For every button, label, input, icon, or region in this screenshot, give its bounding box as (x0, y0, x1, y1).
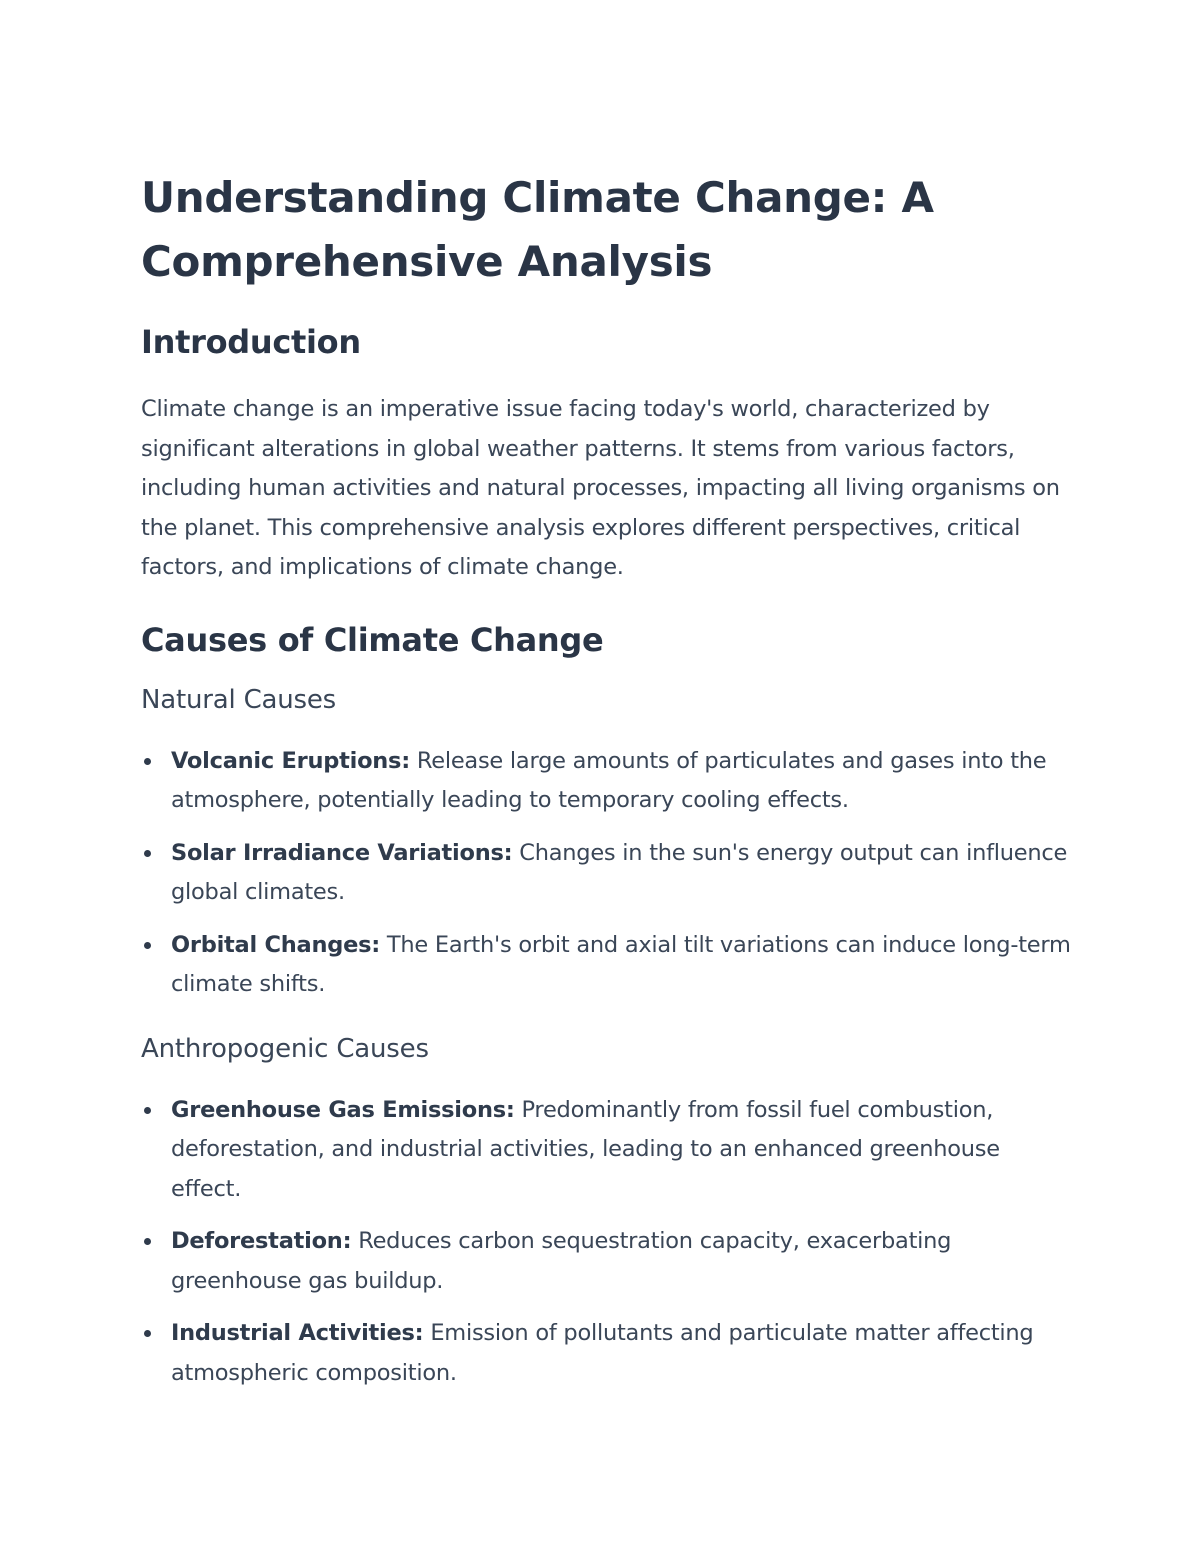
bullet-icon (144, 1330, 151, 1337)
introduction-heading: Introduction (141, 323, 361, 361)
list-item-text: Predominantly from fossil fuel combustion, deforestation, and industrial activities, leading to an enhanced greenhouse effect. (171, 1096, 1000, 1202)
document-title: Understanding Climate Change: A Comprehensive Analysis (141, 173, 934, 286)
bullet-icon (144, 758, 151, 765)
list-item (141, 742, 1071, 821)
list-item (141, 1222, 1071, 1301)
list-item-term: Solar Irradiance Variations: (171, 839, 513, 866)
list-item-text: Reduces carbon sequestration capacity, exacerbating greenhouse gas buildup. (171, 1228, 952, 1294)
list-item-term: Industrial Activities: (171, 1320, 424, 1346)
anthropogenic-causes-heading: Anthropogenic Causes (141, 1033, 429, 1064)
document-page (141, 166, 1071, 1393)
list-item-text: The Earth's orbit and axial tilt variations can induce long-term climate shifts. (171, 931, 1071, 997)
bullet-icon (144, 1107, 151, 1114)
list-item-text: Changes in the sun's energy output can influence global climates. (171, 839, 1068, 905)
bullet-icon (144, 942, 151, 949)
bullet-icon (144, 850, 151, 857)
bullet-icon (144, 1238, 151, 1245)
introduction-paragraph: Climate change is an imperative issue facing today's world, characterized by significant alterations in global weather patterns. It stems from various factors, including human activities and natural processes, impacting all living organisms on the planet. This comprehensive analysis explores different perspectives, critical factors, and implications of climate change. (141, 396, 1060, 580)
list-item (141, 1314, 1071, 1393)
list-item (141, 834, 1071, 913)
list-item (141, 926, 1071, 1005)
causes-heading: Causes of Climate Change (141, 620, 604, 659)
list-item-term: Volcanic Eruptions: (171, 747, 410, 774)
list-item-term: Deforestation: (171, 1228, 352, 1254)
list-item-term: Orbital Changes: (171, 931, 381, 958)
list-item-text: Emission of pollutants and particulate matter affecting atmospheric composition. (171, 1320, 1034, 1386)
list-item (141, 1091, 1071, 1210)
natural-causes-heading: Natural Causes (141, 684, 337, 715)
list-item-text: Release large amounts of particulates and gases into the atmosphere, potentially leading to temporary cooling effects. (171, 747, 1047, 813)
anthropogenic-causes-list (141, 1091, 1071, 1394)
list-item-term: Greenhouse Gas Emissions: (171, 1096, 515, 1123)
natural-causes-list (141, 742, 1071, 1005)
